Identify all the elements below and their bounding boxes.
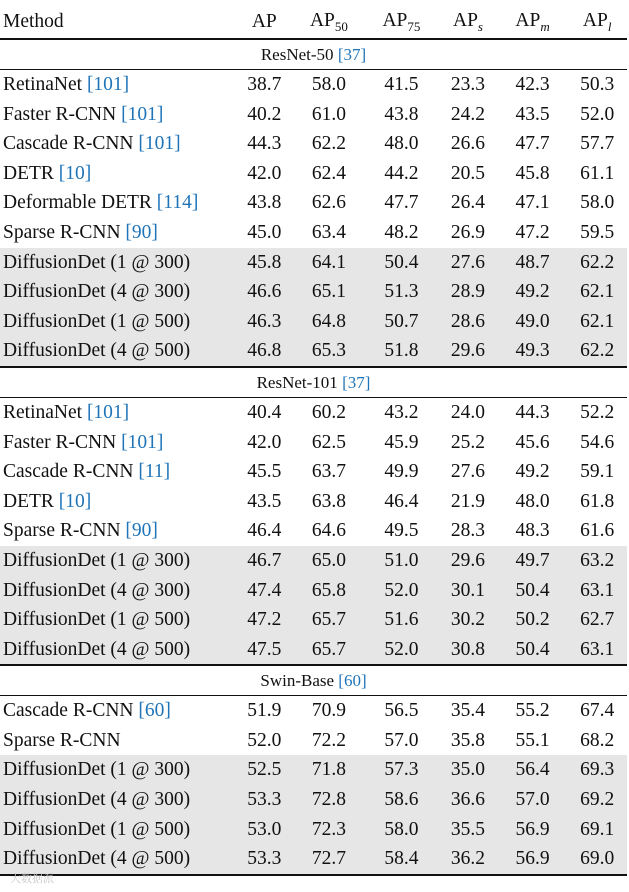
metric-value-cell: 50.3 bbox=[580, 74, 615, 95]
citation-link[interactable]: [101] bbox=[121, 431, 164, 453]
method-cell bbox=[0, 546, 235, 576]
metric-value-cell: 63.8 bbox=[311, 490, 346, 512]
citation-link[interactable]: [60] bbox=[138, 700, 171, 722]
method-name: DETR bbox=[3, 162, 54, 184]
method-cell bbox=[0, 815, 235, 845]
method-name: Cascade R-CNN bbox=[3, 461, 134, 483]
method-cell bbox=[0, 188, 235, 218]
metric-value-cell: 69.3 bbox=[567, 755, 627, 785]
metric-value-cell: 65.3 bbox=[293, 336, 365, 367]
method-cell bbox=[0, 487, 235, 517]
metric-value-cell: 45.6 bbox=[515, 431, 550, 453]
metric-value-cell: 36.6 bbox=[438, 785, 498, 815]
citation-link[interactable]: [60] bbox=[338, 671, 367, 691]
citation-link[interactable]: [90] bbox=[125, 221, 158, 243]
metric-value-cell: 47.7 bbox=[384, 192, 419, 214]
method-cell bbox=[0, 726, 235, 756]
method-cell bbox=[0, 70, 235, 100]
metric-value-cell: 21.9 bbox=[450, 490, 486, 512]
metric-value-cell: 25.2 bbox=[450, 431, 486, 453]
method-cell bbox=[0, 397, 235, 427]
metric-value-cell: 69.0 bbox=[567, 844, 627, 875]
metric-value-cell: 57.7 bbox=[580, 133, 615, 155]
metric-value-cell: 62.1 bbox=[567, 277, 627, 307]
metric-value-cell: 49.7 bbox=[498, 546, 568, 576]
citation-link[interactable]: [90] bbox=[125, 520, 158, 542]
metric-value-cell: 47.1 bbox=[515, 192, 550, 214]
header-row bbox=[0, 4, 627, 39]
metric-value-cell: 28.9 bbox=[438, 277, 498, 307]
metric-value-cell: 62.2 bbox=[567, 336, 627, 367]
metric-value-cell: 63.4 bbox=[311, 221, 346, 243]
metric-value-cell: 61.8 bbox=[580, 490, 615, 512]
metric-value-cell: 52.0 bbox=[365, 635, 439, 666]
metric-value-cell: 47.2 bbox=[235, 605, 293, 635]
metric-value-cell: 50.4 bbox=[365, 248, 439, 278]
citation-link[interactable]: [10] bbox=[58, 162, 92, 184]
metric-value-cell: 51.6 bbox=[365, 605, 439, 635]
backbone-name: ResNet-50 bbox=[260, 45, 334, 64]
metric-value-cell: 54.6 bbox=[580, 431, 615, 453]
metric-value-cell: 43.5 bbox=[515, 103, 550, 125]
backbone-name: ResNet-101 bbox=[256, 372, 338, 392]
method-name: Sparse R-CNN bbox=[3, 729, 121, 751]
metric-value-cell: 50.4 bbox=[498, 576, 568, 606]
metric-value-cell: 26.4 bbox=[450, 192, 486, 214]
method-cell bbox=[0, 159, 235, 189]
method-name: DiffusionDet (4 @ 500) bbox=[3, 638, 191, 660]
metric-value-cell: 48.0 bbox=[384, 133, 419, 155]
metric-value-cell: 59.5 bbox=[580, 221, 615, 243]
citation-link[interactable]: [114] bbox=[156, 192, 199, 214]
ap-header: AP bbox=[235, 4, 293, 39]
metric-value-cell: 23.3 bbox=[450, 74, 486, 95]
citation-link[interactable]: [11] bbox=[138, 461, 171, 483]
ap50-header: $AP_{50}$ bbox=[293, 4, 365, 39]
backbone-title bbox=[0, 665, 627, 696]
metric-value-cell: 50.7 bbox=[365, 307, 439, 337]
table-row bbox=[0, 70, 627, 100]
metric-value-cell: 68.2 bbox=[580, 729, 615, 751]
table-row bbox=[0, 546, 627, 576]
table-body bbox=[0, 39, 627, 875]
method-name: Cascade R-CNN bbox=[3, 700, 134, 722]
metric-value-cell: 58.0 bbox=[365, 815, 439, 845]
metric-value-cell: 45.0 bbox=[247, 221, 282, 243]
method-name: DiffusionDet (1 @ 300) bbox=[3, 759, 191, 781]
table-row bbox=[0, 159, 627, 189]
metric-value-cell: 72.8 bbox=[293, 785, 365, 815]
metric-value-cell: 58.4 bbox=[365, 844, 439, 875]
table-row bbox=[0, 635, 627, 666]
metric-value-cell: 62.5 bbox=[311, 431, 346, 453]
metric-value-cell: 42.0 bbox=[247, 162, 282, 184]
metric-value-cell: 47.2 bbox=[515, 221, 550, 243]
method-cell bbox=[0, 129, 235, 159]
table-row bbox=[0, 248, 627, 278]
metric-value-cell: 62.2 bbox=[567, 248, 627, 278]
metric-value-cell: 51.0 bbox=[365, 546, 439, 576]
citation-link[interactable]: [10] bbox=[58, 490, 92, 512]
table-row bbox=[0, 428, 627, 458]
method-cell bbox=[0, 696, 235, 726]
table-row bbox=[0, 605, 627, 635]
metric-value-cell: 53.3 bbox=[235, 785, 293, 815]
metric-value-cell: 52.0 bbox=[580, 103, 615, 125]
section-header-row bbox=[0, 367, 627, 398]
method-name: DiffusionDet (4 @ 300) bbox=[3, 579, 191, 601]
method-name: Cascade R-CNN bbox=[3, 133, 134, 155]
metric-value-cell: 60.2 bbox=[311, 401, 346, 423]
metric-value-cell: 29.6 bbox=[438, 336, 498, 367]
method-cell bbox=[0, 307, 235, 337]
metric-value-cell: 64.1 bbox=[293, 248, 365, 278]
metric-value-cell: 72.2 bbox=[311, 729, 346, 751]
method-name: DiffusionDet (4 @ 500) bbox=[3, 340, 191, 362]
section-header-row bbox=[0, 39, 627, 70]
metric-value-cell: 24.2 bbox=[450, 103, 486, 125]
method-cell bbox=[0, 605, 235, 635]
table-row bbox=[0, 844, 627, 875]
metric-value-cell: 62.1 bbox=[567, 307, 627, 337]
method-name: Deformable DETR bbox=[3, 192, 152, 214]
metric-value-cell: 46.8 bbox=[235, 336, 293, 367]
metric-value-cell: 52.2 bbox=[580, 401, 615, 423]
metric-value-cell: 59.1 bbox=[580, 461, 615, 483]
metric-value-cell: 46.3 bbox=[235, 307, 293, 337]
metric-value-cell: 55.1 bbox=[515, 729, 550, 751]
table-row bbox=[0, 188, 627, 218]
method-header: Method bbox=[0, 4, 235, 39]
metric-value-cell: 38.7 bbox=[247, 74, 282, 95]
metric-value-cell: 45.8 bbox=[235, 248, 293, 278]
metric-value-cell: 42.3 bbox=[515, 74, 550, 95]
method-name: Sparse R-CNN bbox=[3, 221, 121, 243]
metric-value-cell: 63.7 bbox=[311, 461, 346, 483]
citation-link[interactable]: [101] bbox=[86, 401, 130, 423]
method-name: DiffusionDet (4 @ 300) bbox=[3, 281, 191, 303]
metric-value-cell: 63.1 bbox=[567, 635, 627, 666]
metric-value-cell: 42.0 bbox=[247, 431, 282, 453]
method-name: DiffusionDet (1 @ 500) bbox=[3, 310, 191, 332]
metric-value-cell: 57.0 bbox=[498, 785, 568, 815]
metric-value-cell: 24.0 bbox=[450, 401, 486, 423]
metric-value-cell: 29.6 bbox=[438, 546, 498, 576]
method-cell bbox=[0, 277, 235, 307]
metric-value-cell: 46.4 bbox=[247, 520, 282, 542]
table-row bbox=[0, 576, 627, 606]
metric-value-cell: 36.2 bbox=[438, 844, 498, 875]
table-row bbox=[0, 516, 627, 546]
citation-link[interactable]: [37] bbox=[342, 372, 371, 392]
method-cell bbox=[0, 635, 235, 666]
metric-value-cell: 46.6 bbox=[235, 277, 293, 307]
method-cell bbox=[0, 100, 235, 130]
metric-value-cell: 65.8 bbox=[293, 576, 365, 606]
metric-value-cell: 56.5 bbox=[384, 700, 419, 722]
metric-value-cell: 52.0 bbox=[247, 729, 282, 751]
table-row bbox=[0, 815, 627, 845]
metric-value-cell: 71.8 bbox=[293, 755, 365, 785]
method-name: DETR bbox=[3, 490, 54, 512]
metric-value-cell: 52.5 bbox=[235, 755, 293, 785]
metric-value-cell: 27.6 bbox=[450, 461, 486, 483]
metric-value-cell: 58.6 bbox=[365, 785, 439, 815]
metric-value-cell: 27.6 bbox=[438, 248, 498, 278]
table-row bbox=[0, 785, 627, 815]
method-cell bbox=[0, 755, 235, 785]
table-row bbox=[0, 129, 627, 159]
metric-value-cell: 62.6 bbox=[311, 192, 346, 214]
metric-value-cell: 30.2 bbox=[438, 605, 498, 635]
metric-value-cell: 65.0 bbox=[293, 546, 365, 576]
metric-value-cell: 28.6 bbox=[438, 307, 498, 337]
metric-value-cell: 62.2 bbox=[311, 133, 346, 155]
apm-header: $AP_m$ bbox=[498, 4, 568, 39]
metric-value-cell: 45.8 bbox=[515, 162, 550, 184]
metric-value-cell: 64.6 bbox=[311, 520, 346, 542]
metric-value-cell: 48.0 bbox=[515, 490, 550, 512]
table-row bbox=[0, 726, 627, 756]
method-cell bbox=[0, 576, 235, 606]
metric-value-cell: 43.8 bbox=[247, 192, 282, 214]
metric-value-cell: 58.0 bbox=[311, 74, 346, 95]
table-row bbox=[0, 307, 627, 337]
method-cell bbox=[0, 785, 235, 815]
metric-value-cell: 51.8 bbox=[365, 336, 439, 367]
method-cell bbox=[0, 457, 235, 487]
apl-header: $AP_l$ bbox=[567, 4, 627, 39]
metric-value-cell: 28.3 bbox=[450, 520, 486, 542]
metric-value-cell: 44.3 bbox=[515, 401, 550, 423]
ap75-header: $AP_{75}$ bbox=[365, 4, 439, 39]
backbone-name: Swin-Base bbox=[260, 671, 335, 691]
citation-link[interactable]: [101] bbox=[121, 103, 164, 125]
metric-value-cell: 50.4 bbox=[498, 635, 568, 666]
metric-value-cell: 49.0 bbox=[498, 307, 568, 337]
method-name: Faster R-CNN bbox=[3, 431, 117, 453]
metric-value-cell: 69.2 bbox=[567, 785, 627, 815]
metric-value-cell: 65.7 bbox=[293, 635, 365, 666]
metric-value-cell: 56.4 bbox=[498, 755, 568, 785]
metric-value-cell: 65.7 bbox=[293, 605, 365, 635]
method-cell bbox=[0, 516, 235, 546]
table-row bbox=[0, 336, 627, 367]
metric-value-cell: 43.2 bbox=[384, 401, 419, 423]
metric-value-cell: 44.2 bbox=[384, 162, 419, 184]
metric-value-cell: 53.3 bbox=[235, 844, 293, 875]
metric-value-cell: 48.2 bbox=[384, 221, 419, 243]
citation-link[interactable]: [101] bbox=[86, 74, 130, 95]
metric-value-cell: 30.8 bbox=[438, 635, 498, 666]
metric-value-cell: 56.9 bbox=[498, 844, 568, 875]
metric-value-cell: 46.7 bbox=[235, 546, 293, 576]
metric-value-cell: 51.9 bbox=[247, 700, 282, 722]
table-row bbox=[0, 277, 627, 307]
table-row bbox=[0, 696, 627, 726]
method-name: Faster R-CNN bbox=[3, 103, 117, 125]
method-cell bbox=[0, 336, 235, 367]
metric-value-cell: 55.2 bbox=[515, 700, 550, 722]
method-name: Sparse R-CNN bbox=[3, 520, 121, 542]
metric-value-cell: 30.1 bbox=[438, 576, 498, 606]
metric-value-cell: 64.8 bbox=[293, 307, 365, 337]
metric-value-cell: 62.4 bbox=[311, 162, 346, 184]
method-name: DiffusionDet (4 @ 500) bbox=[3, 848, 191, 870]
metric-value-cell: 43.8 bbox=[384, 103, 419, 125]
metric-value-cell: 48.7 bbox=[498, 248, 568, 278]
metric-value-cell: 50.2 bbox=[498, 605, 568, 635]
metric-value-cell: 57.3 bbox=[365, 755, 439, 785]
citation-link[interactable]: [37] bbox=[337, 45, 367, 64]
metric-value-cell: 61.6 bbox=[580, 520, 615, 542]
metric-value-cell: 51.3 bbox=[365, 277, 439, 307]
metric-value-cell: 49.5 bbox=[384, 520, 419, 542]
method-cell bbox=[0, 248, 235, 278]
metric-value-cell: 49.9 bbox=[384, 461, 419, 483]
metric-value-cell: 65.1 bbox=[293, 277, 365, 307]
metric-value-cell: 45.5 bbox=[247, 461, 282, 483]
metric-value-cell: 20.5 bbox=[450, 162, 486, 184]
metric-value-cell: 47.5 bbox=[235, 635, 293, 666]
watermark: 大数据派 bbox=[10, 872, 54, 885]
metric-value-cell: 47.4 bbox=[235, 576, 293, 606]
metric-value-cell: 44.3 bbox=[247, 133, 282, 155]
metric-value-cell: 41.5 bbox=[384, 74, 419, 95]
metric-value-cell: 35.5 bbox=[438, 815, 498, 845]
method-name: DiffusionDet (1 @ 500) bbox=[3, 818, 191, 840]
metric-value-cell: 62.7 bbox=[567, 605, 627, 635]
section-header-row bbox=[0, 665, 627, 696]
metric-value-cell: 47.7 bbox=[515, 133, 550, 155]
metric-value-cell: 70.9 bbox=[311, 700, 346, 722]
metric-value-cell: 56.9 bbox=[498, 815, 568, 845]
table-row bbox=[0, 457, 627, 487]
metric-value-cell: 49.2 bbox=[515, 461, 550, 483]
results-table bbox=[0, 4, 627, 876]
metric-value-cell: 58.0 bbox=[580, 192, 615, 214]
metric-value-cell: 61.0 bbox=[311, 103, 346, 125]
metric-value-cell: 35.4 bbox=[450, 700, 486, 722]
backbone-title bbox=[0, 367, 627, 398]
metric-value-cell: 40.4 bbox=[247, 401, 282, 423]
metric-value-cell: 53.0 bbox=[235, 815, 293, 845]
table-row bbox=[0, 100, 627, 130]
metric-value-cell: 63.2 bbox=[567, 546, 627, 576]
metric-value-cell: 52.0 bbox=[365, 576, 439, 606]
metric-value-cell: 72.3 bbox=[293, 815, 365, 845]
metric-value-cell: 49.2 bbox=[498, 277, 568, 307]
metric-value-cell: 57.0 bbox=[384, 729, 419, 751]
aps-header: $AP_s$ bbox=[438, 4, 498, 39]
metric-value-cell: 26.6 bbox=[450, 133, 486, 155]
metric-value-cell: 48.3 bbox=[515, 520, 550, 542]
method-name: RetinaNet bbox=[3, 74, 83, 95]
metric-value-cell: 35.0 bbox=[438, 755, 498, 785]
table-row bbox=[0, 397, 627, 427]
metric-value-cell: 67.4 bbox=[580, 700, 615, 722]
metric-value-cell: 63.1 bbox=[567, 576, 627, 606]
method-cell bbox=[0, 428, 235, 458]
table-row bbox=[0, 218, 627, 248]
metric-value-cell: 46.4 bbox=[384, 490, 419, 512]
metric-value-cell: 40.2 bbox=[247, 103, 282, 125]
metric-value-cell: 72.7 bbox=[293, 844, 365, 875]
metric-value-cell: 45.9 bbox=[384, 431, 419, 453]
method-name: DiffusionDet (1 @ 500) bbox=[3, 609, 191, 631]
method-name: DiffusionDet (1 @ 300) bbox=[3, 549, 191, 571]
method-name: DiffusionDet (1 @ 300) bbox=[3, 251, 191, 273]
metric-value-cell: 61.1 bbox=[580, 162, 615, 184]
table-row bbox=[0, 755, 627, 785]
method-name: DiffusionDet (4 @ 300) bbox=[3, 789, 191, 811]
table-row bbox=[0, 487, 627, 517]
metric-value-cell: 43.5 bbox=[247, 490, 282, 512]
method-cell bbox=[0, 218, 235, 248]
metric-value-cell: 69.1 bbox=[567, 815, 627, 845]
metric-value-cell: 26.9 bbox=[450, 221, 486, 243]
backbone-title bbox=[0, 39, 627, 70]
citation-link[interactable]: [101] bbox=[138, 133, 181, 155]
method-name: RetinaNet bbox=[3, 401, 83, 423]
metric-value-cell: 35.8 bbox=[450, 729, 486, 751]
metric-value-cell: 49.3 bbox=[498, 336, 568, 367]
